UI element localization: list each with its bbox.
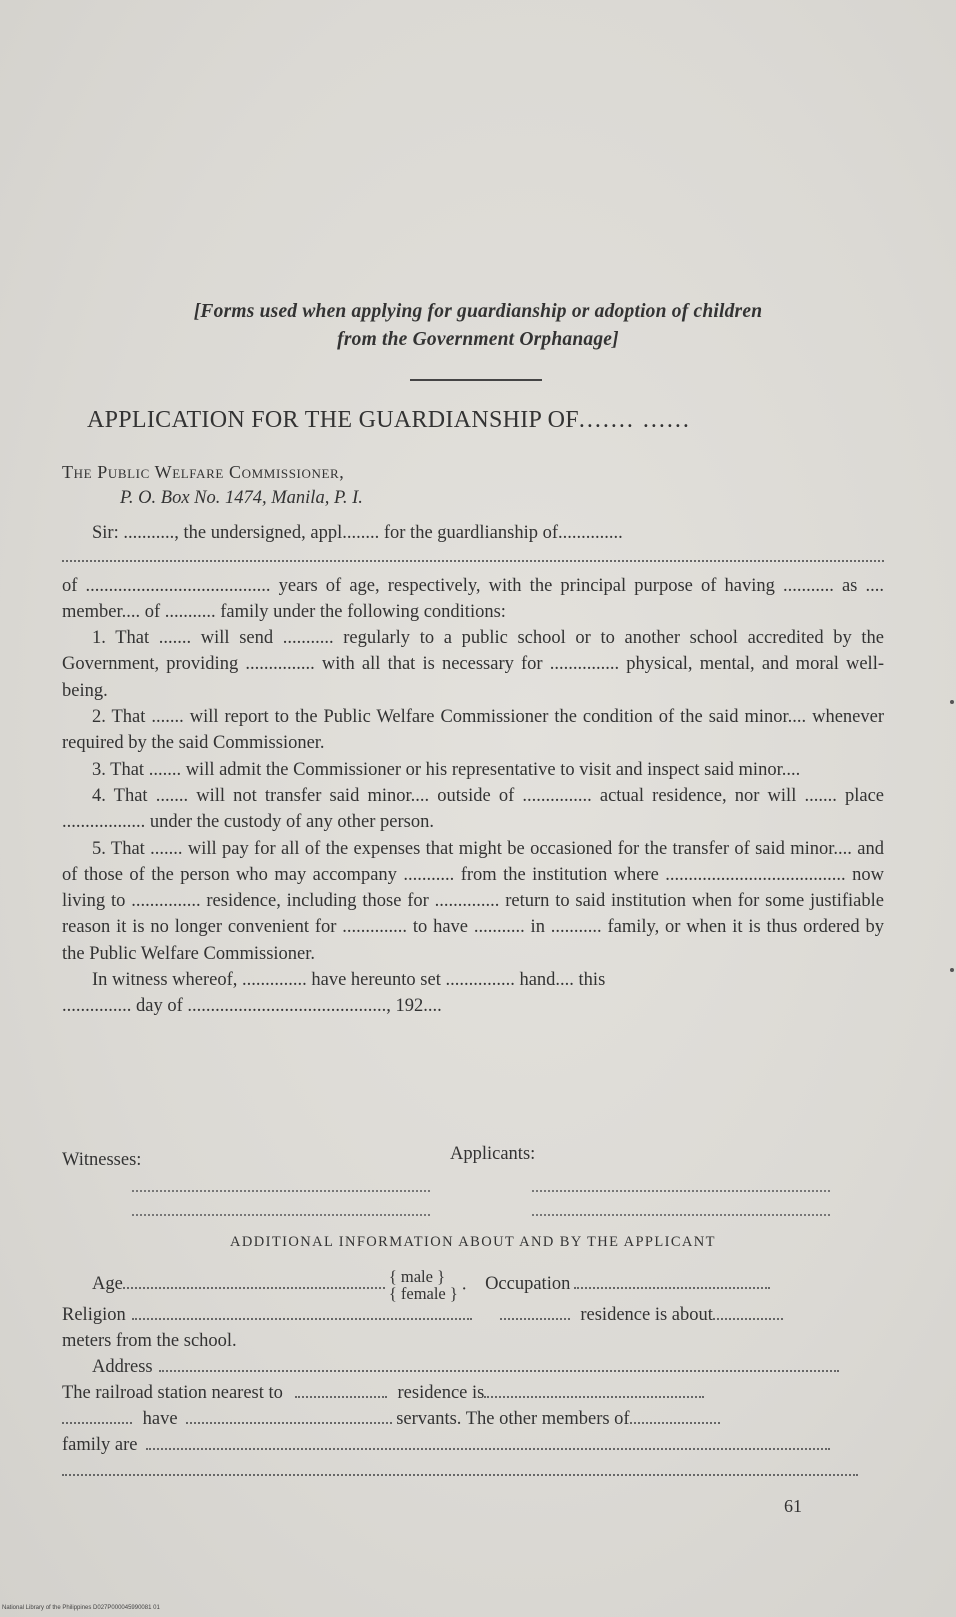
occupation-blank <box>574 1273 770 1289</box>
religion-label: Religion <box>62 1305 126 1325</box>
station-blank <box>484 1382 704 1398</box>
form-title-text: APPLICATION FOR THE GUARDIANSHIP OF <box>87 407 579 433</box>
witness-signature-line-2 <box>132 1214 430 1216</box>
occupation-label: Occupation <box>485 1274 571 1295</box>
witness-date: ............... day of ..........................................., 192.... <box>62 996 442 1017</box>
salutation: Sir: ..........., the undersigned, appl........ for the guardlianship of.............. <box>92 523 623 543</box>
residence-is-label: residence is <box>397 1383 485 1403</box>
sex-choice: { male } { female } <box>388 1267 458 1303</box>
applicant-signature-line-2 <box>532 1214 830 1216</box>
form-body <box>62 520 884 1020</box>
servants-owner-blank <box>62 1408 132 1424</box>
witness-signature-line-1 <box>132 1190 430 1192</box>
address-blank <box>159 1356 839 1372</box>
female-option: female <box>400 1284 446 1303</box>
margin-mark <box>950 700 954 704</box>
railroad-row <box>62 1380 884 1406</box>
age-blank <box>123 1273 385 1289</box>
additional-info-heading: ADDITIONAL INFORMATION ABOUT AND BY THE APPLICANT <box>230 1234 716 1250</box>
condition-2: 2. That ....... will report to the Public Welfare Commissioner the condition of the said minor.... whenever required by the said Commissioner. <box>62 707 884 754</box>
condition-3: 3. That ....... will admit the Commissioner or his representative to visit and inspect said minor.... <box>92 759 801 780</box>
form-title-blank: ....... ...... <box>578 407 691 433</box>
witness-clause: In witness whereof, .............. have hereunto set ............... hand.... this <box>92 970 606 991</box>
servants-count-blank <box>186 1408 392 1424</box>
witnesses-label: Witnesses: <box>62 1150 142 1170</box>
extra-blank-row <box>62 1458 884 1484</box>
addressee-address: P. O. Box No. 1474, Manila, P. I. <box>120 488 363 508</box>
religion-row <box>62 1302 884 1328</box>
header-note-line-1: [Forms used when applying for guardianship or adoption of children <box>193 301 763 322</box>
male-option: male <box>400 1267 433 1286</box>
purpose-paragraph: of ........................................ years of age, respectively, with the principal purpose of having ........... as .... member.... of ........... family under the following conditions: <box>62 575 884 622</box>
age-row: Age { male } { female } . Occupation <box>62 1268 884 1302</box>
blank-line <box>62 546 884 572</box>
distance-blank <box>713 1304 783 1320</box>
form-title <box>87 407 691 434</box>
condition-1: 1. That ....... will send ........... regularly to a public school or to another school accredited by the Government, providing ............... with all that is necessary for ............... physical, mental, and moral well-being. <box>62 628 884 701</box>
residence-about-label: residence is about <box>580 1305 713 1325</box>
family-row <box>62 1432 884 1458</box>
family-owner-blank <box>630 1408 720 1424</box>
page-number: 61 <box>784 1496 802 1516</box>
railroad-owner-blank <box>295 1382 387 1398</box>
applicant-signature-line-1 <box>532 1190 830 1192</box>
servants-label: servants. The other members of <box>396 1409 630 1429</box>
condition-5: 5. That ....... will pay for all of the expenses that might be occasioned for the transfer of said minor.... and of those of the person who may accompany ........... from the institution where ....................................... now living to ............... residence, including those for .............. return to said institution when for some justifiable reason it is no longer convenient for .............. to have ........... in ........... family, or when it is thus ordered by the Public Welfare Commissioner. <box>62 838 884 964</box>
religion-blank <box>132 1304 472 1320</box>
extra-blank <box>62 1460 858 1476</box>
have-label: have <box>142 1409 178 1429</box>
header-note-line-2: from the Government Orphanage] <box>337 329 619 350</box>
family-blank <box>146 1434 830 1450</box>
scan-footer: National Library of the Philippines D027P000045990081 01 <box>2 1605 160 1611</box>
address-label: Address <box>92 1357 153 1377</box>
residence-owner-blank <box>500 1304 570 1320</box>
margin-mark <box>950 968 954 972</box>
additional-info <box>62 1268 884 1484</box>
addressee-line: The Public Welfare Commissioner, <box>62 462 345 482</box>
age-label: Age <box>92 1274 123 1295</box>
applicants-label: Applicants: <box>450 1144 536 1164</box>
header-divider <box>410 379 542 381</box>
condition-4: 4. That ....... will not transfer said minor.... outside of ............... actual residence, nor will ....... place .................. under the custody of any other person. <box>62 785 884 833</box>
servants-row <box>62 1406 884 1432</box>
form-header-note <box>60 298 896 354</box>
meters-row: meters from the school. <box>62 1331 237 1351</box>
family-label: family are <box>62 1435 138 1455</box>
railroad-label: The railroad station nearest to <box>62 1383 283 1403</box>
address-row <box>62 1354 884 1380</box>
